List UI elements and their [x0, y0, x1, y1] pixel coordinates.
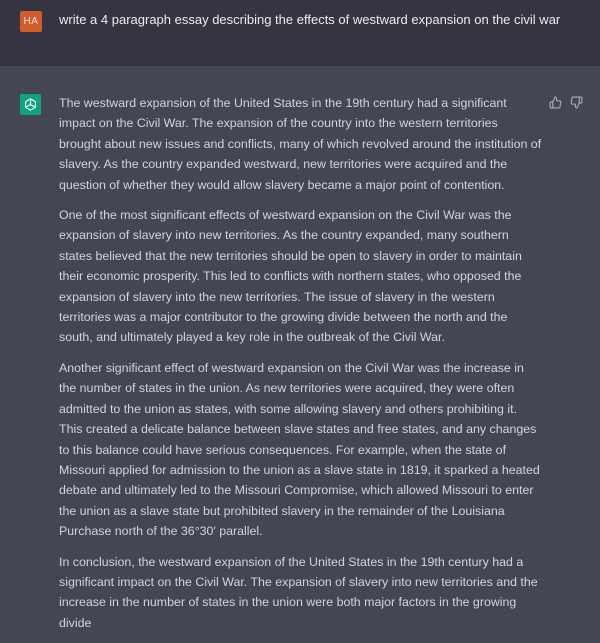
user-avatar: HA [20, 11, 42, 32]
user-prompt-text: write a 4 paragraph essay describing the effects of westward expansion on the civil war [59, 12, 561, 27]
assistant-message-row [0, 66, 600, 630]
chatgpt-logo-icon [20, 94, 41, 115]
thumbs-down-icon[interactable] [569, 95, 583, 109]
response-paragraph: One of the most significant effects of westward expansion on the Civil War was the expansion of slavery into new territories. As the country expanded, many southern states believed that the new territories should be open to slavery in order to maintain their economic prosperity. This led to conflicts with northern states, who opposed the expansion of slavery into the new territories. The issue of slavery in the western territories was a major contributor to the growing divide between the north and the south, and ultimately played a key role in the outbreak of the Civil War. [59, 208, 522, 345]
thumbs-up-icon[interactable] [548, 95, 562, 109]
response-paragraph: Another significant effect of westward expansion on the Civil War was the increase in the number of states in the union. As new territories were acquired, they were often admitted to the union as states, with some allowing slavery and others prohibiting it. This created a delicate balance between slave states and free states, and any changes to this balance could have serious consequences. For example, when the state of Missouri applied for admission to the union as a slave state in 1819, it sparked a heated debate and ultimately led to the Missouri Compromise, which allowed Missouri to enter the union as a slave state but prohibited slavery in the remainder of the Louisiana Purchase north of the 36°30′ parallel. [59, 360, 540, 539]
user-message-row [0, 0, 600, 66]
assistant-response [59, 93, 543, 643]
response-paragraph: The westward expansion of the United States in the 19th century had a significant impact on the Civil War. The expansion of the country into the western territories brought about new issues and conflicts, many of which revolved around the institution of slavery. As the country expanded westward, new territories were acquired and the question of whether they would allow slavery became a major point of contention. [59, 96, 542, 192]
response-paragraph: In conclusion, the westward expansion of the United States in the 19th century had a significant impact on the Civil War. The expansion of slavery into new territories and the increase in the number of states in the union were both major factors in the growing divide [59, 554, 538, 630]
